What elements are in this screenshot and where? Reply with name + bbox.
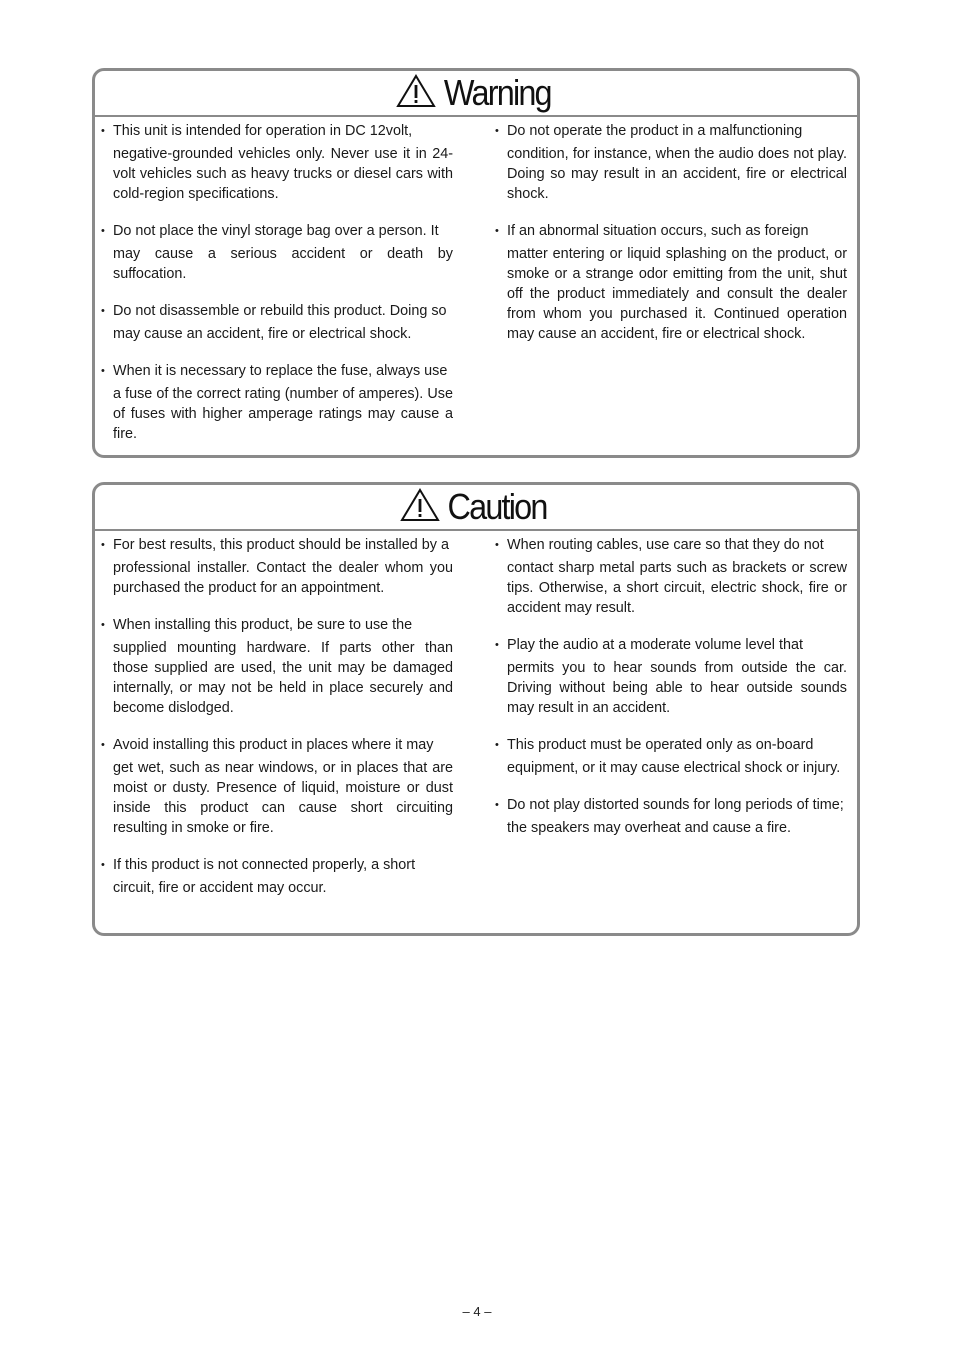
bullet-icon: • (495, 539, 499, 551)
caution-title: Caution (447, 486, 547, 527)
page-number: – 4 – (462, 1304, 492, 1319)
warning-item: • Do not place the vinyl storage bag over a person. It may cause a serious accident or death by suffocation. (101, 223, 453, 282)
bullet-icon: • (101, 619, 105, 631)
bullet-icon: • (495, 799, 499, 811)
caution-item: • For best results, this product should be installed by a professional installer. Contact the dealer whom you purchased the product for an appointment. (101, 537, 453, 596)
warning-triangle-icon (396, 74, 436, 108)
bullet-icon: • (495, 639, 499, 651)
caution-item: • Play the audio at a moderate volume level that permits you to hear sounds from outside the car. Driving without being able to hear outside sounds may result in an accident. (495, 637, 847, 716)
warning-item: • If an abnormal situation occurs, such as foreign matter entering or liquid splashing on the product, or smoke or a strange odor emitting from the unit, shut off the product immediately and consult the dealer from whom you purchased it. Continued operation may cause an accident, fire or electrical shock. (495, 223, 847, 342)
caution-item: • Do not play distorted sounds for long periods of time; the speakers may overheat and cause a fire. (495, 797, 844, 836)
warning-item: • Do not disassemble or rebuild this product. Doing so may cause an accident, fire or electrical shock. (101, 303, 447, 342)
warning-left-column (99, 117, 453, 461)
bullet-icon: • (101, 125, 105, 137)
caution-item: • Avoid installing this product in places where it may get wet, such as near windows, or in places that are moist or dusty. Presence of liquid, moisture or dust inside this product can cause short circuiting resulting in smoke or fire. (101, 737, 453, 836)
caution-section (92, 482, 860, 936)
bullet-icon: • (495, 225, 499, 237)
bullet-icon: • (101, 739, 105, 751)
caution-left-column (99, 531, 453, 915)
bullet-icon: • (101, 539, 105, 551)
caution-item: • When routing cables, use care so that they do not contact sharp metal parts such as brackets or screw tips. Otherwise, a short circuit, electric shock, fire or accident may result. (495, 537, 847, 616)
bullet-icon: • (495, 739, 499, 751)
bullet-icon: • (101, 225, 105, 237)
warning-triangle-icon (400, 488, 440, 522)
bullet-icon: • (495, 125, 499, 137)
bullet-icon: • (101, 859, 105, 871)
warning-item: • Do not operate the product in a malfunctioning condition, for instance, when the audio does not play. Doing so may result in an accident, fire or electrical shock. (495, 123, 847, 202)
caution-right-column (493, 531, 847, 915)
warning-section (92, 68, 860, 458)
warning-header (95, 71, 857, 117)
caution-item: • When installing this product, be sure to use the supplied mounting hardware. If parts other than those supplied are used, the unit may be damaged internally, or may not be held in place securely and become dislodged. (101, 617, 453, 716)
warning-right-column (493, 117, 847, 461)
caution-item: • If this product is not connected properly, a short circuit, fire or accident may occur. (101, 857, 416, 896)
warning-title: Warning (443, 72, 551, 113)
warning-item: • When it is necessary to replace the fuse, always use a fuse of the correct rating (number of amperes). Use of fuses with higher amperage ratings may cause a fire. (101, 363, 453, 442)
caution-header (95, 485, 857, 531)
bullet-icon: • (101, 305, 105, 317)
bullet-icon: • (101, 365, 105, 377)
caution-item: • This product must be operated only as on-board equipment, or it may cause electrical shock or injury. (495, 737, 841, 776)
warning-item: • This unit is intended for operation in DC 12volt, negative-grounded vehicles only. Never use it in 24-volt vehicles such as heavy trucks or diesel cars with cold-region specifications. (101, 123, 453, 202)
